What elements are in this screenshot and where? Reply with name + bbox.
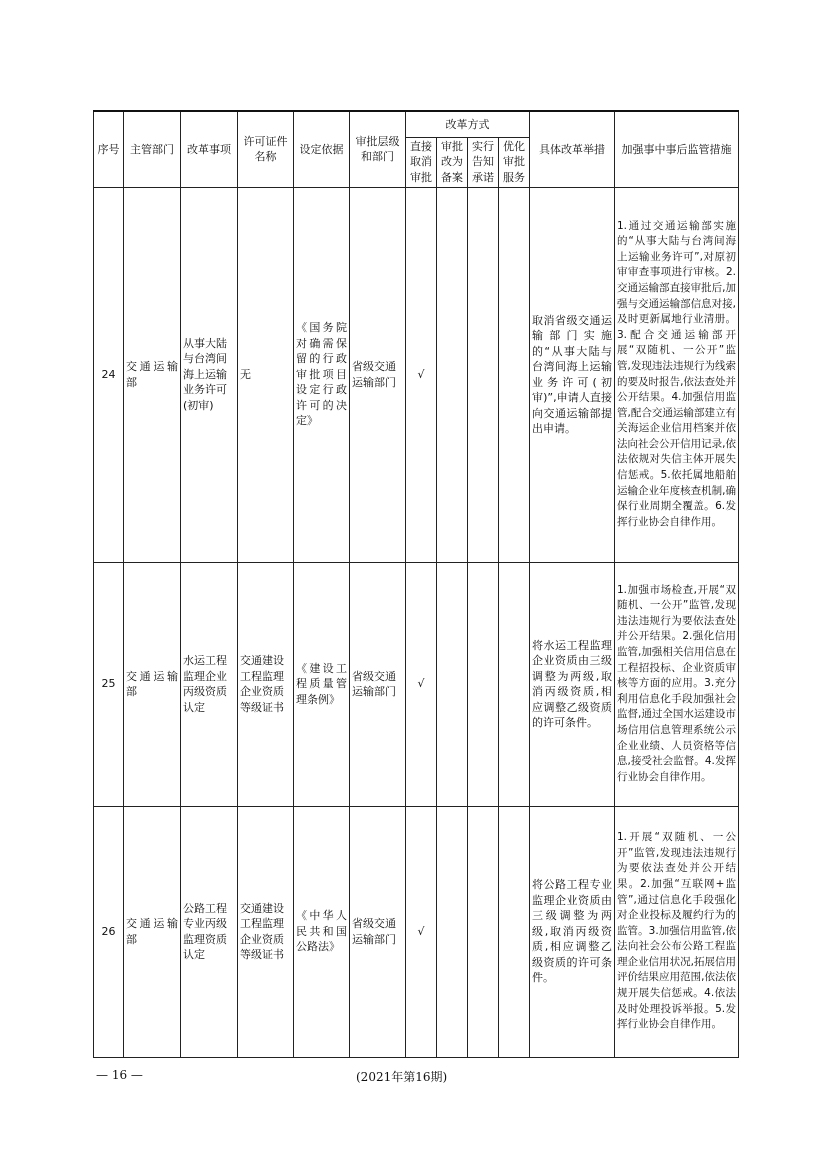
row-level: 省级交通运输部门: [350, 187, 406, 562]
row-dept: 交通运输部: [124, 806, 181, 1057]
row-measures: 取消省级交通运输部门实施的“从事大陆与台湾间海上运输业务许可(初审)”,申请人直接向交通运输部提出申请。: [530, 187, 615, 562]
row-item: 水运工程监理企业丙级资质认定: [181, 562, 238, 806]
row-basis: 《中华人民共和国公路法》: [294, 806, 350, 1057]
header-method-optimize: 优化审批服务: [499, 137, 530, 187]
table-row: [94, 562, 739, 806]
header-method-cancel: 直接取消审批: [406, 137, 437, 187]
table-row: [94, 806, 739, 1057]
row-measures: 将水运工程监理企业资质由三级调整为两级,取消丙级资质,相应调整乙级资质的许可条件。: [530, 562, 615, 806]
row-seq: 26: [94, 806, 124, 1057]
row-item: 从事大陆与台湾间海上运输业务许可(初审): [181, 187, 238, 562]
row-level: 省级交通运输部门: [350, 806, 406, 1057]
row-basis: 《国务院对确需保留的行政审批项目设定行政许可的决定》: [294, 187, 350, 562]
header-method-record: 审批改为备案: [437, 137, 468, 187]
row-method-record: [437, 806, 468, 1057]
row-method-record: [437, 562, 468, 806]
row-license: 交通建设工程监理企业资质等级证书: [238, 806, 294, 1057]
header-method-commit: 实行告知承诺: [468, 137, 499, 187]
row-method-cancel: √: [406, 562, 437, 806]
row-supervision: 1.开展“双随机、一公开”监管,发现违法违规行为要依法查处并公开结果。2.加强“互联网+监管”,通过信息化手段强化对企业投标及履约行为的监管。3.加强信用监管,依法向社会公布公路工程监理企业信用状况,拓展信用评价结果应用范围,依法依规开展失信惩戒。4.依法及时处理投诉举报。5.发挥行业协会自律作用。: [615, 806, 739, 1057]
row-method-record: [437, 187, 468, 562]
row-seq: 25: [94, 562, 124, 806]
header-item: 改革事项: [181, 111, 238, 187]
row-dept: 交通运输部: [124, 562, 181, 806]
row-method-optimize: [499, 562, 530, 806]
header-seq: 序号: [94, 111, 124, 187]
row-supervision: 1.加强市场检查,开展“双随机、一公开”监管,发现违法违规行为要依法查处并公开结果。2.强化信用监管,加强相关信用信息在工程招投标、企业资质审核等方面的应用。3.充分利用信息化手段加强社会监督,通过全国水运建设市场信用信息管理系统公示企业业绩、人员资格等信息,接受社会监督。4.发挥行业协会自律作用。: [615, 562, 739, 806]
row-method-optimize: [499, 187, 530, 562]
row-license: 交通建设工程监理企业资质等级证书: [238, 562, 294, 806]
issue-label: (2021年第16期): [356, 1070, 448, 1084]
header-basis: 设定依据: [294, 111, 350, 187]
row-license: 无: [238, 187, 294, 562]
table-row: [94, 187, 739, 562]
header-supervision: 加强事中事后监管措施: [615, 111, 739, 187]
row-dept: 交通运输部: [124, 187, 181, 562]
header-level: 审批层级和部门: [350, 111, 406, 187]
row-supervision: 1.通过交通运输部实施的“从事大陆与台湾间海上运输业务许可”,对原初审审查事项进行审核。2.交通运输部直接审批后,加强与交通运输部信息对接,及时更新属地行业清册。3.配合交通运输部开展“双随机、一公开”监管,发现违法违规行为线索的要及时报告,依法查处并公开结果。4.加强信用监管,配合交通运输部建立有关海运企业信用档案并依法向社会公开信用记录,依法依规对失信主体开展失信惩戒。5.依托属地船舶运输企业年度核查机制,确保行业周期全覆盖。6.发挥行业协会自律作用。: [615, 187, 739, 562]
row-method-commit: [468, 562, 499, 806]
reform-table: [93, 110, 739, 1058]
row-method-optimize: [499, 806, 530, 1057]
page-number: — 16 —: [96, 1068, 143, 1082]
header-measures: 具体改革举措: [530, 111, 615, 187]
row-seq: 24: [94, 187, 124, 562]
header-methods-group: 改革方式: [406, 111, 530, 137]
row-method-commit: [468, 806, 499, 1057]
header-license: 许可证件名称: [238, 111, 294, 187]
row-measures: 将公路工程专业监理企业资质由三级调整为两级,取消丙级资质,相应调整乙级资质的许可条件。: [530, 806, 615, 1057]
header-dept: 主管部门: [124, 111, 181, 187]
row-method-commit: [468, 187, 499, 562]
row-method-cancel: √: [406, 187, 437, 562]
row-level: 省级交通运输部门: [350, 562, 406, 806]
row-basis: 《建设工程质量管理条例》: [294, 562, 350, 806]
row-item: 公路工程专业丙级监理资质认定: [181, 806, 238, 1057]
row-method-cancel: √: [406, 806, 437, 1057]
